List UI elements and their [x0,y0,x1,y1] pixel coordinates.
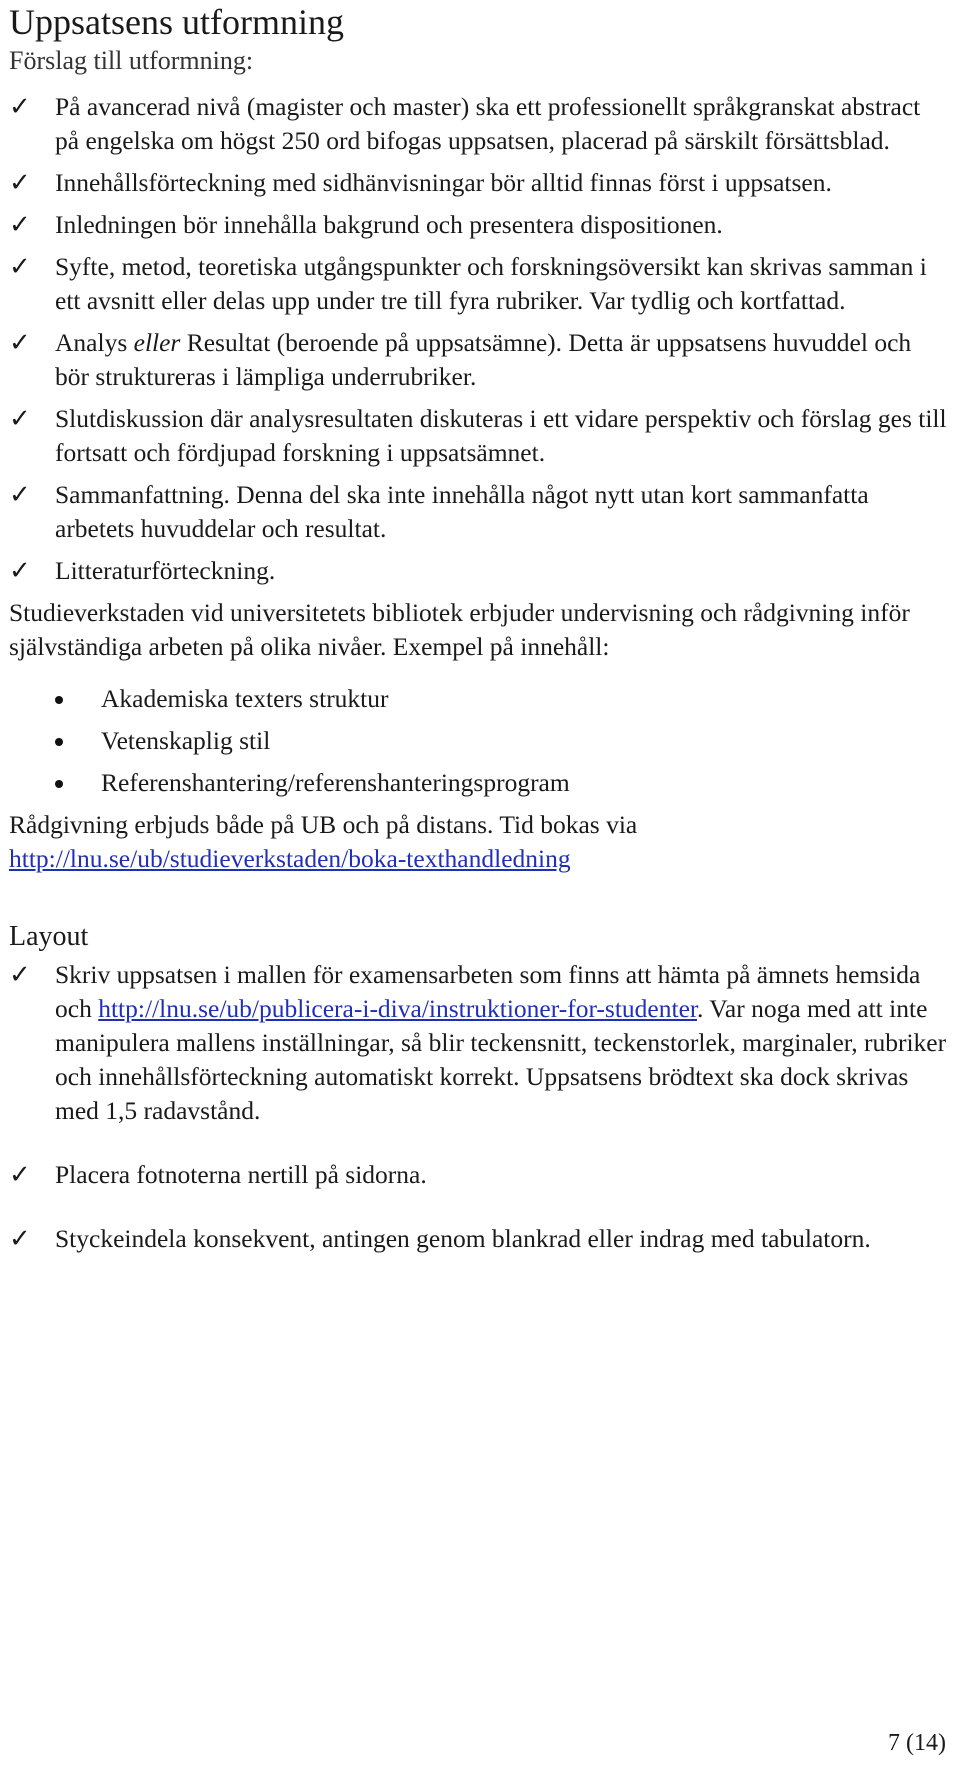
check-icon: ✓ [9,328,31,358]
check-icon: ✓ [9,210,31,240]
booking-link[interactable]: http://lnu.se/ub/studieverkstaden/boka-texthandledning [9,844,571,873]
form-checklist [9,90,949,588]
list-item-analysis: ✓ Analys eller Resultat (beroende på uppsatsämne). Detta är uppsatsens huvuddel och bör struktureras i lämpliga underrubriker. [9,328,912,391]
bullet-icon [55,780,63,788]
check-icon: ✓ [9,960,31,990]
check-icon: ✓ [9,252,31,282]
page-title: Uppsatsens utformning [9,2,344,42]
list-item: ✓ På avancerad nivå (magister och master) ska ett professionellt språkgranskat abstract på engelska om högst 250 ord bifogas uppsatsen, placerad på särskilt försättsblad. [9,92,921,155]
list-item: ✓ Syfte, metod, teoretiska utgångspunkter och forskningsöversikt kan skrivas samman i ett avsnitt eller delas upp under tre till fyra rubriker. Var tydlig och kortfattad. [9,252,927,315]
layout-heading: Layout [9,921,89,952]
template-link[interactable]: http://lnu.se/ub/publicera-i-diva/instruktioner-for-studenter [98,994,697,1023]
check-icon: ✓ [9,1224,31,1254]
studio-topics [9,682,949,800]
section-subtitle: Förslag till utformning: [9,46,254,75]
list-item: ✓ Innehållsförteckning med sidhänvisningar bör alltid finnas först i uppsatsen. [9,168,832,198]
check-icon: ✓ [9,404,31,434]
list-item: ✓ Slutdiskussion där analysresultaten diskuteras i ett vidare perspektiv och förslag ges till fortsatt och fördjupad forskning i uppsatsämnet. [9,404,947,467]
list-item-template: ✓ Skriv uppsatsen i mallen för examensarbeten som finns att hämta på ämnets hemsida och http://lnu.se/ub/publicera-i-diva/instruktioner-for-studenter. Var noga med att inte manipulera mallens inställningar, så blir teckensnitt, teckenstorlek, marginaler, rubriker och innehållsförteckning automatiskt korrekt. Uppsatsens brödtext ska dock skrivas med 1,5 radavstånd. [9,960,947,1125]
check-icon: ✓ [9,556,31,586]
studio-paragraph: Studieverkstaden vid universitetets bibliotek erbjuder undervisning och rådgivning inför självständiga arbeten på olika nivåer. Exempel på innehåll: [9,598,910,661]
check-icon: ✓ [9,92,31,122]
check-icon: ✓ [9,1160,31,1190]
bullet-icon [55,738,63,746]
layout-checklist [9,958,949,1256]
check-icon: ✓ [9,168,31,198]
bullet-icon [55,696,63,704]
list-item: ✓ Placera fotnoterna nertill på sidorna. [9,1160,427,1190]
list-item: ✓ Sammanfattning. Denna del ska inte innehålla något nytt utan kort sammanfatta arbetets huvuddelar och resultat. [9,480,869,543]
check-icon: ✓ [9,480,31,510]
list-item: Vetenskaplig stil [9,724,949,758]
page-number: 7 (14) [888,1730,946,1756]
list-item: ✓ Litteraturförteckning. [9,556,276,586]
list-item: ✓ Styckeindela konsekvent, antingen genom blankrad eller indrag med tabulatorn. [9,1224,871,1254]
list-item: Referenshantering/referenshanteringsprogram [9,766,949,800]
list-item: Akademiska texters struktur [9,682,949,716]
document-page [9,0,949,1286]
booking-paragraph: Rådgivning erbjuds både på UB och på distans. Tid bokas via http://lnu.se/ub/studieverkstaden/boka-texthandledning [9,810,638,873]
list-item: ✓ Inledningen bör innehålla bakgrund och presentera dispositionen. [9,210,723,240]
